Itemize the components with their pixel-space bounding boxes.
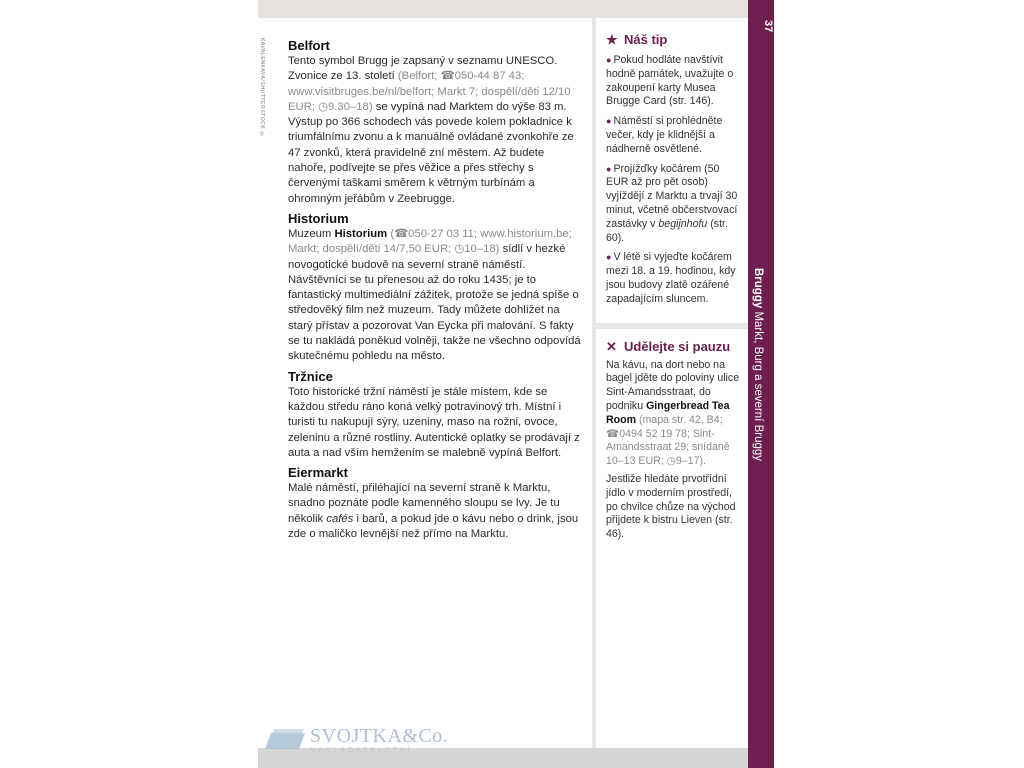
chapter-band	[748, 0, 774, 768]
section-title-eiermarkt: Eiermarkt	[288, 465, 348, 481]
main-column	[288, 34, 584, 545]
sidebar	[596, 18, 748, 748]
watermark-sub: NAKLADATELSTVÍ	[310, 746, 413, 754]
section-title-belfort: Belfort	[288, 38, 330, 53]
historium-info: (☎050-27 03 11; www.historium.be; Markt; dospělí/děti 14/7,50 EUR; ◷10–18)	[288, 227, 572, 256]
tip-item: ● Náměstí si prohlédněte večer, kdy je klidnější a nádherně osvětlené.	[606, 115, 723, 155]
tip-item: ● V létě si vyjeďte kočárem mezi 18. a 19. hodinou, kdy jsou budovy zlatě ozářené zapadajícím sluncem.	[606, 251, 736, 305]
section-text-historium: Muzeum Historium (☎050-27 03 11; www.historium.be; Markt; dospělí/děti 14/7,50 EUR; ◷10–18) sídlí v hezké novogotické budově na severní straně náměstí. Návštěvníci se tu přenesou až do roku 1435; je to fantastický multimediální zážitek, protože se jedná spíše o středověký film než muzeum. Tady můžete dohlížet na starý přístav a pozorovat Van Eycka při malování. S fakty se tu nakládá poněkud volněji, takže ne všechno odpovídá skutečnému pohledu na město.	[288, 227, 581, 363]
book-logo-icon	[262, 725, 308, 755]
pause-text-1: Na kávu, na dort nebo na bagel jděte do poloviny ulice Sint-Amandsstraat, do podniku Gingerbread Tea Room (mapa str. 42, B4; ☎0494 52 19 78; Sint-Amandsstraat 29; snídaně 10–13 EUR; ◷9–17).	[606, 358, 740, 468]
section-title-trznice: Tržnice	[288, 368, 333, 384]
pause-box	[596, 329, 748, 550]
star-icon: ★	[606, 32, 618, 47]
utensils-icon: ✕	[606, 338, 617, 354]
belfort-info: (Belfort; ☎050-44 87 43; www.visitbruges.be/nl/belfort; Markt 7; dospělí/děti 12/10 EUR; ◷9.30–18)	[288, 70, 571, 113]
watermark-name: SVOJTKA&Co.	[310, 724, 449, 747]
section-text-belfort: Tento symbol Brugg je zapsaný v seznamu UNESCO. Zvonice ze 13. století (Belfort; ☎050-44 87 43; www.visitbruges.be/nl/belfort; Markt 7; dospělí/děti 12/10 EUR; ◷9.30–18) se vypíná nad Marktem do výše 83 m. Výstup po 366 schodech vás povede kolem pokladnice k triumfálnímu zvonu a k manuálně ovládané zvonkohře ze 47 zvonků, která pravidelně zní městem. Až budete nahoře, podívejte se přes věžice a přes střechy s červenými taškami směrem k větrným turbínám a ohromným jeřábům v Zeebrugge.	[288, 55, 574, 205]
section-text-trznice: Toto historické tržní náměstí je stále místem, kde se každou středu ráno koná velký potravinový trh. Místní i turisti tu nakupují sýry, uzeniny, maso na rožni, ovoce, zeleninu a různé rostliny. Autentické oplatky se prodávají z auta a nad vším hemžením se malebně vypíná Belfort.	[288, 385, 580, 459]
chapter-title: Bruggy Markt, Burg a severní Bruggy	[752, 268, 764, 462]
tip-title: Náš tip	[624, 32, 668, 47]
section-text-eiermarkt: Malé náměstí, přiléhající na severní straně k Marktu, snadno poznáte podle kamenného sloupu se lvy. Je tu několik cafés i barů, a pokud jde o kávu nebo o drink, jsou zde o maličko levnější než přímo na Marktu.	[288, 482, 579, 541]
publisher-watermark	[262, 725, 448, 755]
section-title-historium: Historium	[288, 210, 349, 226]
pause-title: Udělejte si pauzu	[624, 338, 731, 354]
tip-item: ● Pokud hodláte navštívit hodně památek, uvažujte o zakoupení karty Musea Brugge Card (str. 146).	[606, 54, 734, 108]
page-number: 37	[762, 20, 774, 33]
tip-item: ● Projížďky kočárem (50 EUR až pro pět osob) vyjíždějí z Marktu a trvají 30 minut, včetně občerstvovací zastávky v begijnhofu (str. 60).	[606, 162, 738, 244]
top-page-edge	[258, 0, 750, 18]
photo-credit: KAVALENKAVA/SHUTTERSTOCK ©	[259, 38, 265, 139]
tip-box	[596, 18, 748, 317]
pause-text-2: Jestliže hledáte prvotřídní jídlo v moderním prostředí, po chvilce chůze na východ přijdete k bistru Lieven (str. 46).	[606, 472, 736, 541]
